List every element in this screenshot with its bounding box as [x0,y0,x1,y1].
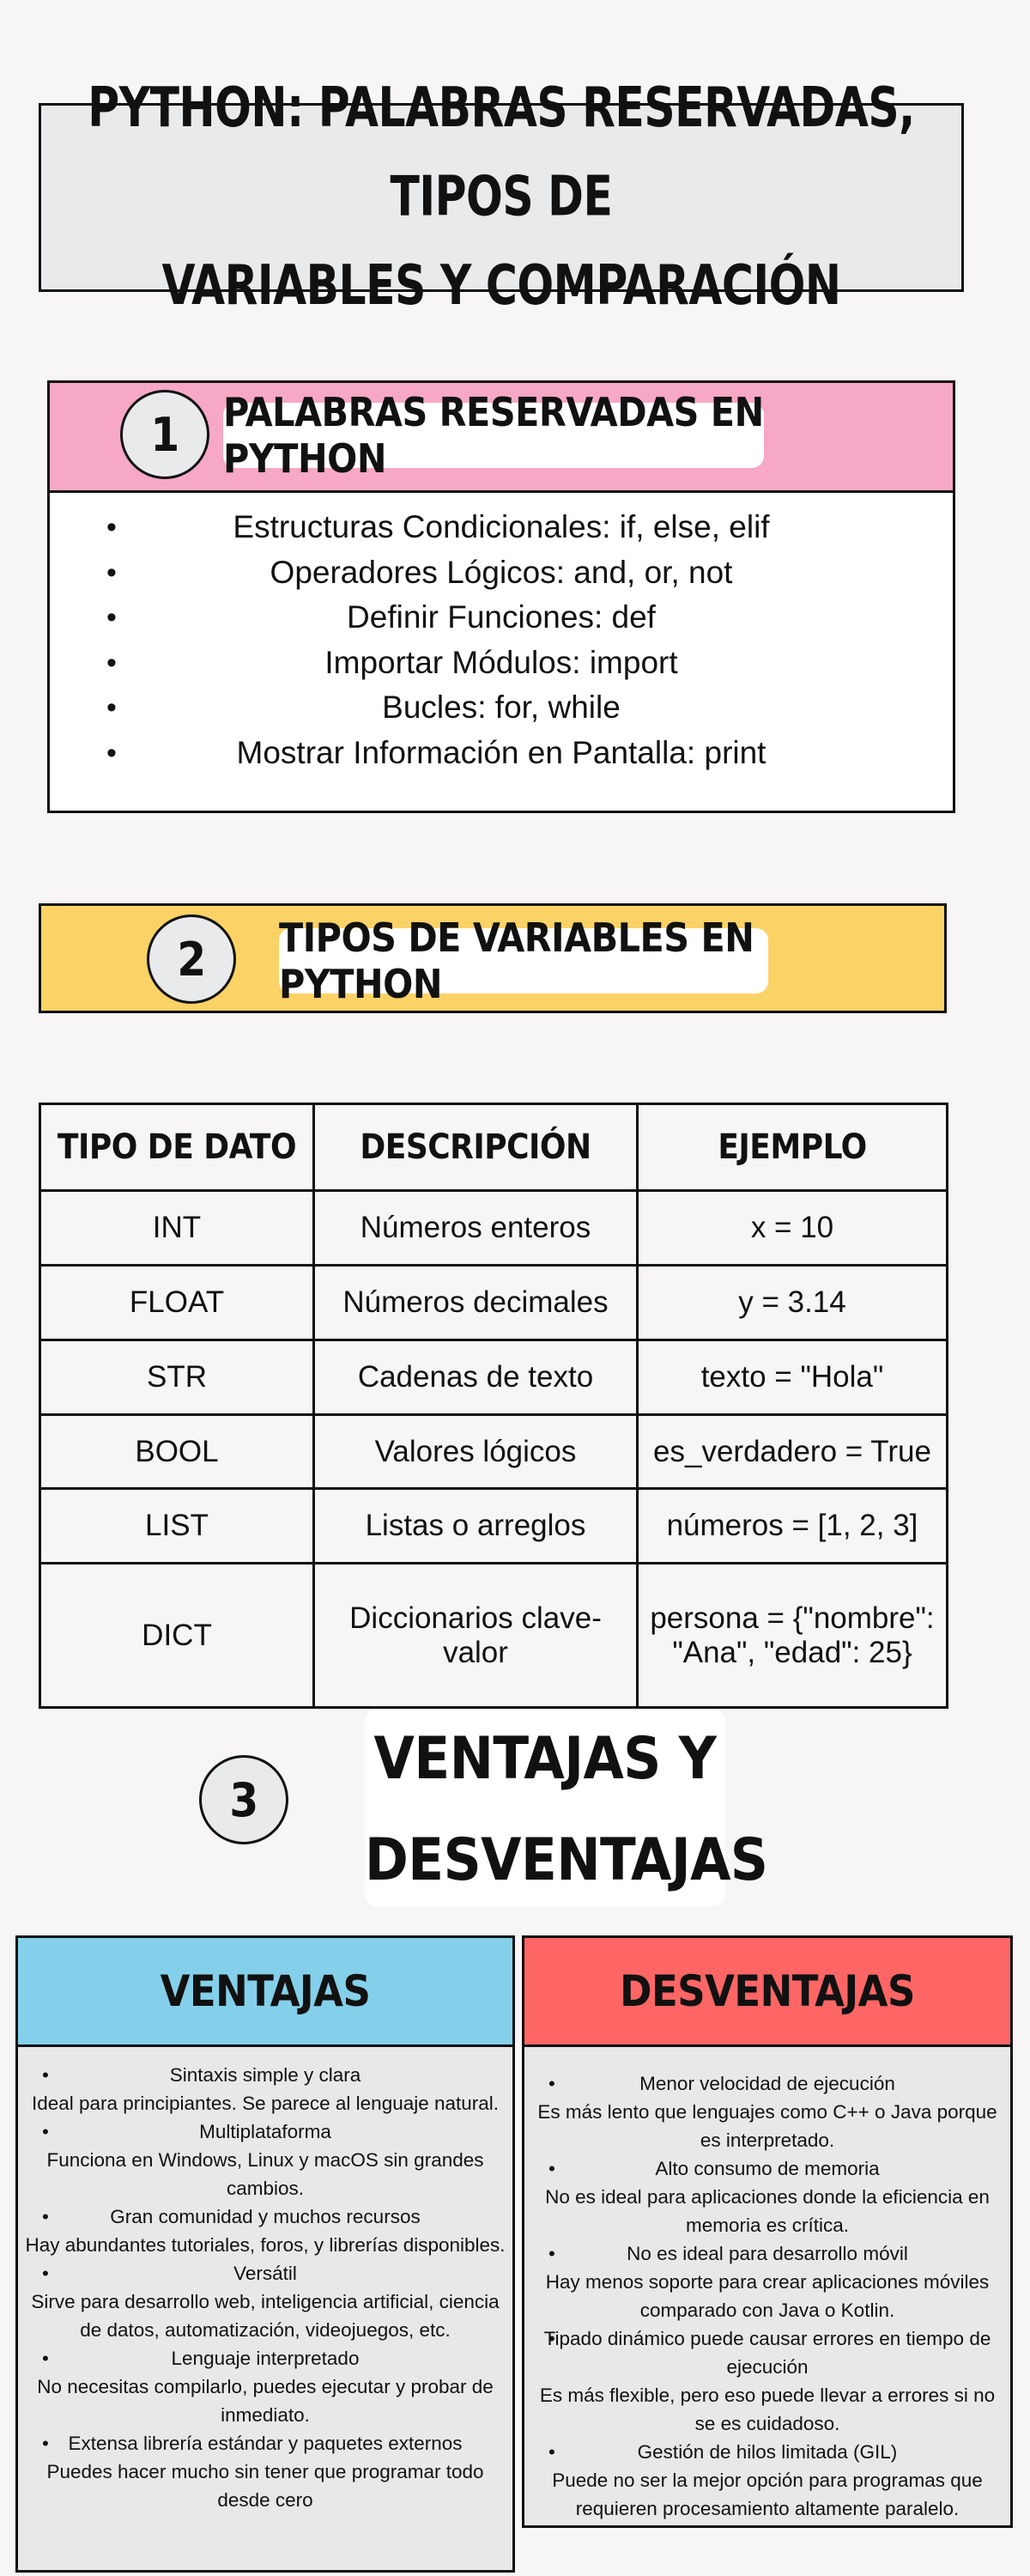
section2-heading: TIPOS DE VARIABLES EN PYTHON [279,928,768,993]
item-title: • Sintaxis simple y clara [169,2064,361,2086]
column-header-description: DESCRIPCIÓN [314,1104,638,1191]
table-row [40,1265,948,1340]
section3-title-line-2: DESVENTAJAS [365,1826,768,1894]
table-row [40,1191,948,1266]
section3-title [365,1709,768,1906]
item-description: No es ideal para aplicaciones donde la eficiencia en memoria es crítica. [545,2186,990,2236]
table-cell: FLOAT [40,1265,314,1340]
item-title: • Alto consumo de memoria [655,2158,880,2179]
table-cell: BOOL [40,1414,314,1489]
reserved-words-list [50,505,953,775]
list-item [23,2061,507,2117]
item-title: • Multiplataforma [199,2121,331,2142]
section1-number-badge: 1 [120,390,209,479]
item-title: • Extensa librería estándar y paquetes externos [68,2433,463,2454]
section1-heading: PALABRAS RESERVADAS EN PYTHON [223,389,764,482]
table-header-row [40,1104,948,1191]
column-header-example: EJEMPLO [638,1104,948,1191]
table-cell: Números decimales [314,1265,638,1340]
variable-types-table [39,1103,948,1709]
list-item [23,2429,507,2514]
page-title-line-1: PYTHON: PALABRAS RESERVADAS, TIPOS DE [88,76,915,229]
item-description: Puedes hacer mucho sin tener que programar todo desde cero [46,2461,484,2511]
item-title: • Tipado dinámico puede causar errores en tiempo de ejecución [543,2328,991,2378]
table-cell: Cadenas de texto [314,1340,638,1414]
ventajas-list [15,2047,515,2573]
item-title: • No es ideal para desarrollo móvil [627,2243,908,2264]
list-item: • Importar Módulos: import [50,641,953,686]
page-title-box [39,76,964,319]
item-title: • Gran comunidad y muchos recursos [110,2206,421,2227]
item-description: Funciona en Windows, Linux y macOS sin grandes cambios. [46,2149,484,2199]
section1-body [47,490,955,813]
list-item: • Bucles: for, while [50,685,953,731]
page-title [41,64,961,331]
item-description: Puede no ser la mejor opción para programas que requieren procesamiento altamente paralelo. [552,2470,983,2519]
list-item [23,2344,507,2429]
list-item: • Definir Funciones: def [50,595,953,641]
item-description: Hay menos soporte para crear aplicaciones móviles comparado con Java o Kotlin. [545,2271,990,2321]
item-title: • Versátil [233,2263,297,2284]
section2-header [39,903,947,1013]
column-header-type: TIPO DE DATO [40,1104,314,1191]
table-cell: Valores lógicos [314,1414,638,1489]
table-cell: x = 10 [638,1191,948,1266]
item-description: No necesitas compilarlo, puedes ejecutar y probar de inmediato. [37,2376,494,2426]
section2-number-badge: 2 [147,914,236,1004]
section1-header [47,380,955,490]
table-cell: persona = {"nombre": "Ana", "edad": 25} [638,1564,948,1708]
list-item [23,2259,507,2344]
table-row [40,1564,948,1708]
table-cell: LIST [40,1489,314,1564]
item-title: • Menor velocidad de ejecución [639,2073,895,2094]
table-cell: y = 3.14 [638,1265,948,1340]
table-row [40,1414,948,1489]
table-cell: Diccionarios clave-valor [314,1564,638,1708]
table-cell: Listas o arreglos [314,1489,638,1564]
list-item [23,2202,507,2259]
item-description: Ideal para principiantes. Se parece al lenguaje natural. [31,2093,500,2114]
table-cell: INT [40,1191,314,1266]
item-description: Sirve para desarrollo web, inteligencia artificial, ciencia de datos, automatización, videojuegos, etc. [31,2291,500,2341]
list-item [530,2154,1005,2239]
list-item [23,2117,507,2202]
section3-title-line-1: VENTAJAS Y [373,1725,717,1793]
table-cell: números = [1, 2, 3] [638,1489,948,1564]
item-description: Es más lento que lenguajes como C++ o Java porque es interpretado. [537,2101,997,2151]
table-cell: texto = "Hola" [638,1340,948,1414]
page-title-line-2: VARIABLES Y COMPARACIÓN [161,253,841,319]
table-cell: DICT [40,1564,314,1708]
table-row [40,1489,948,1564]
section3-number-badge: 3 [199,1755,288,1844]
table-cell: Números enteros [314,1191,638,1266]
list-item: • Mostrar Información en Pantalla: print [50,731,953,776]
item-description: Es más flexible, pero eso puede llevar a errores si no se es cuidadoso. [539,2385,996,2434]
list-item [530,2438,1005,2523]
item-title: • Lenguaje interpretado [171,2348,360,2369]
ventajas-header: VENTAJAS [15,1935,515,2047]
table-row [40,1340,948,1414]
desventajas-header: DESVENTAJAS [522,1935,1013,2047]
desventajas-list [522,2047,1013,2528]
list-item: • Estructuras Condicionales: if, else, elif [50,505,953,550]
table-cell: es_verdadero = True [638,1414,948,1489]
item-title: • Gestión de hilos limitada (GIL) [637,2441,898,2463]
list-item [530,2069,1005,2154]
list-item: • Operadores Lógicos: and, or, not [50,550,953,596]
list-item [530,2324,1005,2438]
list-item [530,2239,1005,2324]
table-cell: STR [40,1340,314,1414]
item-description: Hay abundantes tutoriales, foros, y librerías disponibles. [25,2234,506,2256]
